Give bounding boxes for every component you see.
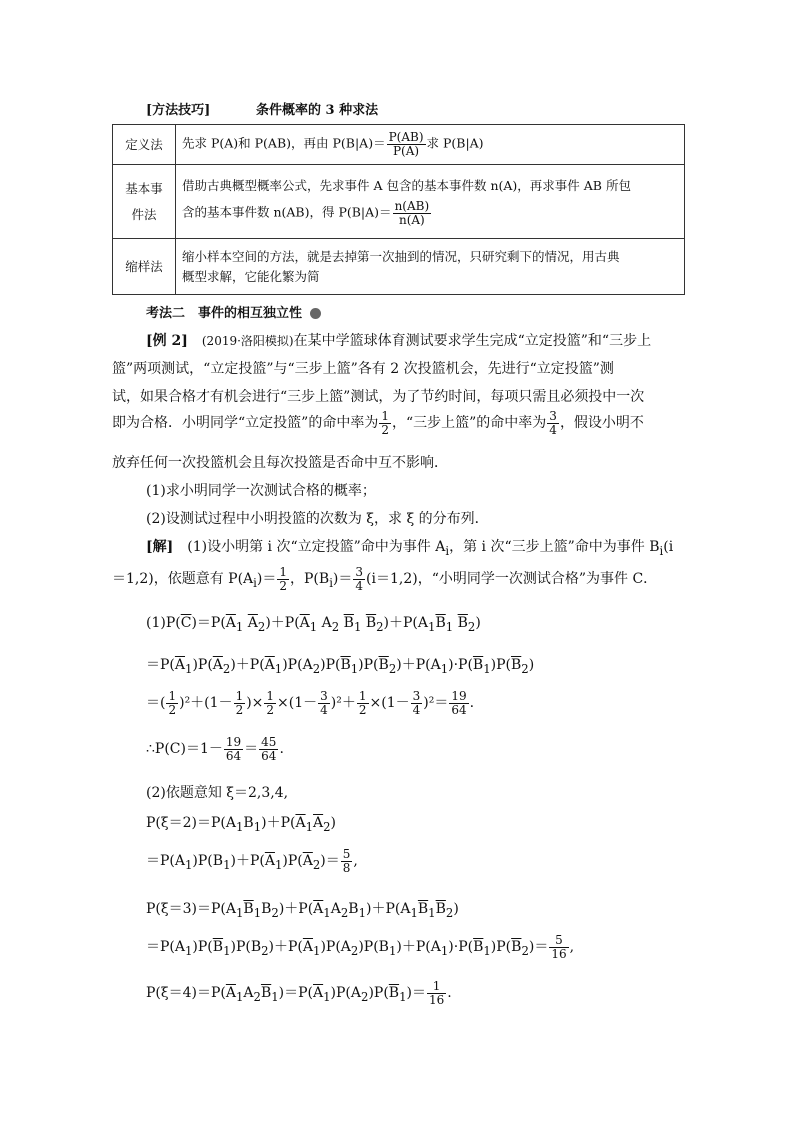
- section-title: [146, 302, 321, 321]
- example-source: (2019·洛阳模拟): [201, 334, 294, 348]
- formula-expand: $=P(\overline{A}_1)P(\overline{A}_2)+P(\overline{A}_1)P(A_2)P(\overline{B}_1)P(\overline{B}_2)+P(A_1)\cdot P(\overline{B}_1)P(\overline{B}_2)$: [146, 657, 535, 676]
- fraction: [547, 410, 559, 436]
- method-desc-basic-event: [176, 165, 685, 239]
- methods-table: [112, 124, 685, 295]
- frac-den: 2: [358, 702, 367, 717]
- method-text: 求 P(B|A): [426, 136, 484, 151]
- fraction: [341, 848, 353, 874]
- frac-den: 2: [381, 422, 389, 437]
- fraction: [234, 690, 246, 716]
- frac-den: 2: [266, 702, 275, 717]
- frac-den: 4: [355, 578, 364, 593]
- method-text: 概型求解，它能化繁为简: [182, 268, 320, 284]
- method-name-shrink: 缩样法: [113, 239, 176, 295]
- frac-num: 1: [168, 689, 177, 703]
- example-line-2: 篮”两项测试，“立定投篮”与“三步上篮”各有 2 次投篮机会，先进行“立定投篮”测: [112, 361, 614, 377]
- fraction: [224, 736, 243, 762]
- method-text: 借助古典概型概率公式，先求事件 A 包含的基本事件数 n(A)，再求事件 AB 所包: [182, 178, 631, 194]
- frac-den: 4: [549, 422, 557, 437]
- formula-pc: ∴P(C)＝1－ $\frac{19}{64}$ ＝ $\frac{45}{64}$ .: [146, 735, 284, 763]
- solution-text: ，P(B: [290, 571, 330, 588]
- frac-num: 3: [412, 689, 421, 703]
- question-2: (2)设测试过程中小明投篮的次数为 ξ，求 ξ 的分布列．: [146, 511, 489, 527]
- fraction: [264, 690, 276, 716]
- frac-den: n(A): [398, 213, 425, 227]
- example-line-3: 试，如果合格才有机会进行“三步上篮”测试，为了节约时间，每项只需且必须投中一次: [112, 389, 645, 405]
- fraction: [549, 934, 568, 960]
- solution-text: ＝1,2)，依题意有 P(A: [112, 571, 254, 588]
- example-text: ，“三步上篮”的命中率为: [391, 415, 547, 432]
- method-tips-tag: [方法技巧]: [146, 103, 211, 118]
- method-name-basic-event: [113, 165, 176, 239]
- fraction: [357, 690, 369, 716]
- fraction: [387, 131, 426, 157]
- subscript: i: [329, 575, 333, 590]
- frac-den: 2: [168, 702, 177, 717]
- method-tips-title: 条件概率的 3 种求法: [256, 103, 379, 118]
- solution-text: )＝: [332, 571, 353, 588]
- frac-num: 1: [381, 409, 389, 423]
- frac-num: n(AB): [394, 199, 430, 214]
- frac-num: 5: [342, 847, 351, 861]
- section-title-text: 考法二 事件的相互独立性: [146, 306, 303, 321]
- frac-num: 3: [549, 409, 557, 423]
- frac-den: 2: [235, 702, 244, 717]
- frac-den: 64: [451, 702, 467, 717]
- frac-den: 8: [342, 860, 351, 875]
- frac-num: 3: [320, 689, 328, 703]
- formula-pc-complement: $(1)P(\overline{C})=P(\overline{A}_1$ $\overline{A}_2)+P(\overline{A}_1$ $A_2$ $\overline{B}_1$ $\overline{B}_2)+P(A_1\overline{B}_1$ $\overline{B}_2$): [146, 615, 481, 634]
- fraction: [259, 736, 278, 762]
- solution-line-1: [146, 536, 673, 558]
- frac-num: P(AB): [388, 130, 424, 145]
- question-1: (1)求小明同学一次测试合格的概率；: [146, 483, 376, 499]
- label-line: 件法: [131, 206, 157, 222]
- label-line: 基本事: [125, 180, 163, 196]
- table-row: [113, 165, 685, 239]
- formula-xi2: $P(\xi=2)=P(A_1B_1)+P(\overline{A}_1\overline{A}_2)$: [146, 815, 337, 834]
- fraction: [277, 566, 289, 592]
- fraction: [393, 200, 432, 226]
- example-text: 在某中学篮球体育测试要求学生完成“立定投篮”和“三步上: [293, 333, 652, 349]
- fraction: [449, 690, 468, 716]
- method-desc-definition: [176, 125, 685, 165]
- example-line-1: [146, 330, 651, 350]
- method-text: 先求 P(A)和 P(AB)，再由 P(B|A)＝: [182, 136, 386, 151]
- fraction: [318, 690, 330, 716]
- subscript: i: [659, 543, 664, 558]
- formula-xi2-value: $=P(A_1)P(B_1)+P(\overline{A}_1)P(\overline{A}_2)=$ $\frac{5}{8}$ ,: [146, 847, 358, 875]
- method-desc-shrink: [176, 239, 685, 295]
- subscript: i: [445, 543, 450, 558]
- frac-den: 4: [320, 702, 328, 717]
- frac-den: 64: [261, 748, 277, 763]
- frac-den: 16: [428, 992, 445, 1007]
- example-text: ，假设小明不: [559, 415, 644, 432]
- example-text: 即为合格．小明同学“立定投篮”的命中率为: [112, 415, 379, 432]
- subscript: i: [253, 575, 257, 590]
- fraction: [166, 690, 178, 716]
- solution-line-2: [112, 566, 657, 592]
- frac-num: 1: [235, 689, 244, 703]
- frac-num: 45: [261, 735, 277, 749]
- fraction: [427, 980, 446, 1006]
- solution-text: (1)设小明第 i 次“立定投篮”命中为事件 A: [187, 539, 446, 555]
- solution-label: [解]: [146, 539, 174, 555]
- formula-numeric: ＝( $\frac{1}{2}$ )²＋(1－ $\frac{1}{2}$ )× $\frac{1}{2}$ ×(1－ $\frac{3}{4}$ )²＋ $\frac{1}{2}$ ×(1－ $\frac{3}{4}$ )²＝ $\frac{19}{64}$ .: [146, 689, 475, 717]
- frac-num: 1: [427, 980, 446, 994]
- fraction: [411, 690, 423, 716]
- formula-xi4: $P(\xi=4)=P(\overline{A}_1A_2\overline{B}_1)=P(\overline{A}_1)P(A_2)P(\overline{B}_1)=$ $\frac{1}{16}$ .: [146, 979, 452, 1007]
- frac-den: 16: [551, 946, 567, 961]
- formula-xi3-value: $=P(A_1)P(\overline{B}_1)P(B_2)+P(\overline{A}_1)P(A_2)P(B_1)+P(A_1)\cdot P(\overline{B}_1)P(\overline{B}_2)=$ $\frac{5}{16}$ ,: [146, 933, 575, 961]
- frac-num: 19: [451, 689, 467, 703]
- table-row: [113, 239, 685, 295]
- formula-xi3: $P(\xi=3)=P(A_1\overline{B}_1B_2)+P(\overline{A}_1A_2B_1)+P(A_1\overline{B}_1\overline{B}_2)$: [146, 901, 459, 920]
- frac-num: 1: [358, 689, 367, 703]
- fraction: [353, 566, 365, 592]
- table-row: [113, 125, 685, 165]
- solution-text: ，第 i 次“三步上篮”命中为事件 B: [449, 539, 660, 555]
- frac-num: 1: [279, 565, 288, 579]
- fraction: [379, 410, 391, 436]
- frac-den: 2: [279, 578, 288, 593]
- method-text: 含的基本事件数 n(AB)，得 P(B|A)＝: [182, 205, 392, 220]
- frac-num: 3: [355, 565, 364, 579]
- bullet-dot-icon: [310, 308, 321, 319]
- example-line-5: 放弃任何一次投篮机会且每次投篮是否命中互不影响．: [112, 455, 448, 471]
- frac-den: 64: [225, 748, 242, 763]
- example-line-4: [112, 410, 644, 436]
- method-text: 缩小样本空间的方法，就是去掉第一次抽到的情况，只研究剩下的情况，用古典: [182, 248, 620, 264]
- solution-text: (i: [663, 539, 674, 555]
- frac-num: 5: [549, 934, 568, 948]
- example-label: [例 2]: [146, 333, 188, 349]
- solution-text: )＝: [256, 571, 277, 588]
- frac-num: 1: [266, 689, 275, 703]
- frac-den: 4: [412, 702, 421, 717]
- frac-den: P(A): [392, 144, 420, 158]
- xi-values: (2)依题意知 ξ＝2,3,4,: [146, 785, 289, 801]
- solution-text: (i＝1,2)，“小明同学一次测试合格”为事件 C．: [366, 571, 658, 588]
- method-name-definition: 定义法: [113, 125, 176, 165]
- frac-num: 19: [225, 735, 242, 749]
